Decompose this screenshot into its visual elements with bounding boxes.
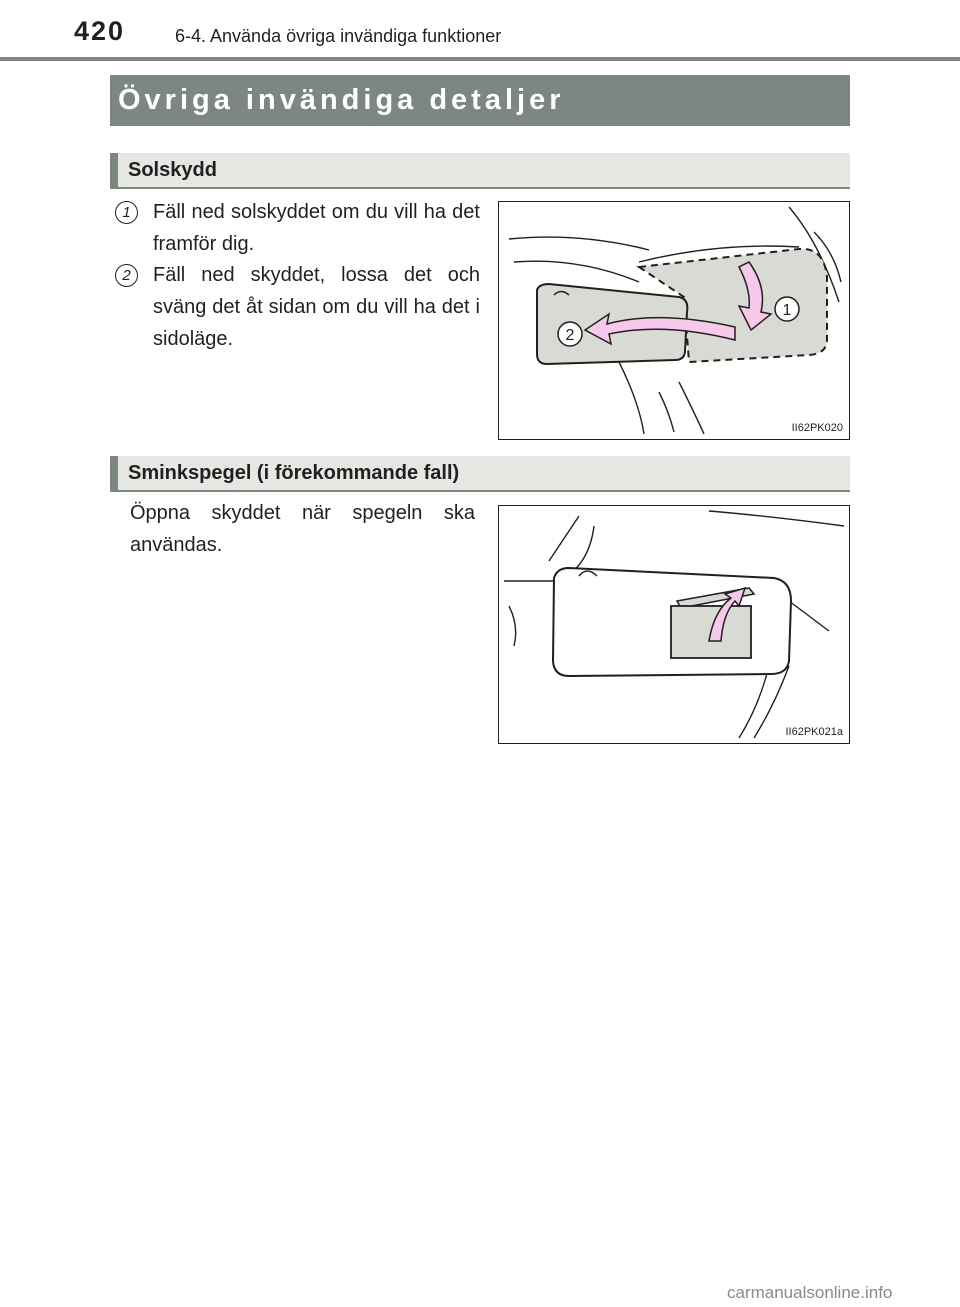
figure-sunvisor xyxy=(498,201,850,440)
section-heading-sunvisor xyxy=(110,153,850,189)
svg-text:2: 2 xyxy=(565,327,575,344)
section-heading-label: Sminkspegel (i förekommande fall) xyxy=(128,462,460,484)
step-number-2: 2 xyxy=(115,264,138,287)
svg-text:1: 1 xyxy=(782,302,792,319)
vanity-mirror-illustration xyxy=(499,506,849,743)
footer-watermark: carmanualsonline.info xyxy=(727,1283,893,1302)
page-number: 420 xyxy=(74,16,126,46)
page-title: Övriga invändiga detaljer xyxy=(118,84,565,116)
step-number-1: 1 xyxy=(115,201,138,224)
step-text-1: Fäll ned solskyddet om du vill ha det framför dig. xyxy=(153,201,480,255)
vanity-mirror-paragraph: Öppna skyddet när spegeln ska användas. xyxy=(130,502,475,556)
sunvisor-illustration xyxy=(499,202,849,439)
section-accent xyxy=(110,153,118,187)
header-rule xyxy=(0,57,960,61)
figure-code-sunvisor: II62PK020 xyxy=(791,422,843,434)
step-2 xyxy=(115,259,480,355)
section-accent xyxy=(110,456,118,490)
figure-vanity-mirror xyxy=(498,505,850,744)
title-bar xyxy=(110,75,850,126)
section-heading-label: Solskydd xyxy=(128,159,217,181)
figure-code-vanity-mirror: II62PK021a xyxy=(785,726,843,738)
step-text-2: Fäll ned skyddet, lossa det och sväng det åt sidan om du vill ha det i sidoläge. xyxy=(153,264,480,350)
section-heading-vanity-mirror xyxy=(110,456,850,492)
step-1 xyxy=(115,196,480,260)
chapter-heading: 6-4. Använda övriga invändiga funktioner xyxy=(175,26,502,46)
